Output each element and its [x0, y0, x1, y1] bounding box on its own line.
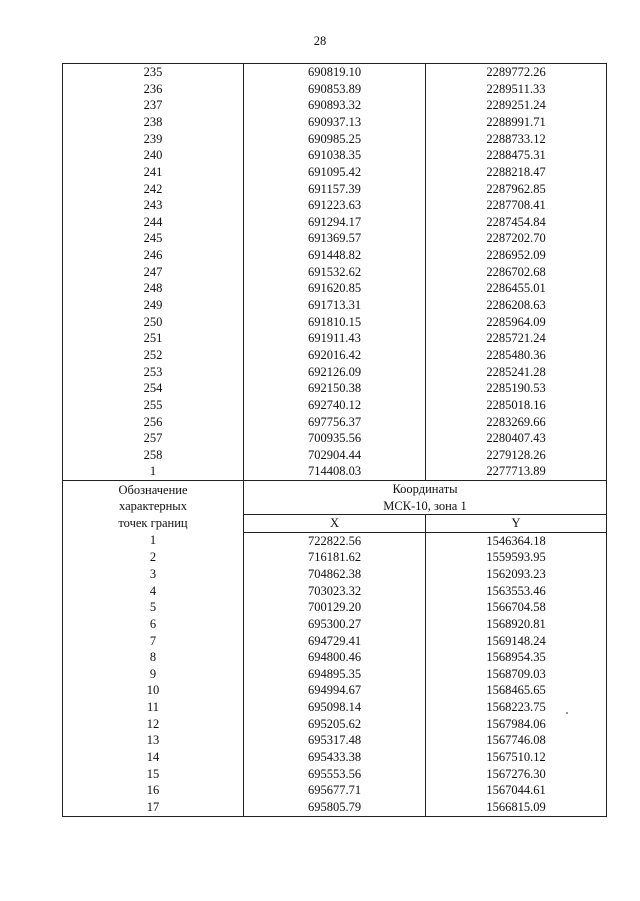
point-number-cell: 256	[63, 413, 244, 430]
table-row	[63, 749, 607, 766]
table-row	[63, 347, 607, 364]
table-row	[63, 766, 607, 783]
x-column-header: X	[244, 515, 426, 533]
x-coordinate-cell: 714408.03	[244, 463, 426, 480]
point-number-cell: 238	[63, 114, 244, 131]
x-coordinate-cell: 694895.35	[244, 666, 426, 683]
x-coordinate-cell: 692740.12	[244, 397, 426, 414]
table-row	[63, 214, 607, 231]
y-coordinate-cell: 2285480.36	[426, 347, 607, 364]
x-coordinate-cell: 691532.62	[244, 264, 426, 281]
table-row	[63, 649, 607, 666]
x-coordinate-cell: 691095.42	[244, 164, 426, 181]
point-label-line2: характерных	[119, 499, 187, 514]
point-label-line1: Обозначение	[118, 482, 188, 497]
x-coordinate-cell: 695300.27	[244, 616, 426, 633]
point-number-cell: 11	[63, 699, 244, 716]
x-coordinate-cell: 700129.20	[244, 599, 426, 616]
point-number-cell: 239	[63, 131, 244, 148]
x-coordinate-cell: 691713.31	[244, 297, 426, 314]
point-number-cell: 7	[63, 633, 244, 650]
point-number-cell: 10	[63, 682, 244, 699]
section2-body	[63, 532, 607, 816]
point-number-cell: 3	[63, 566, 244, 583]
table-row	[63, 97, 607, 114]
point-number-cell: 13	[63, 732, 244, 749]
point-number-cell: 258	[63, 447, 244, 464]
point-number-cell: 257	[63, 430, 244, 447]
table-row	[63, 716, 607, 733]
x-coordinate-cell: 695433.38	[244, 749, 426, 766]
table-row	[63, 147, 607, 164]
table-row	[63, 682, 607, 699]
table-row	[63, 566, 607, 583]
x-coordinate-cell: 695805.79	[244, 799, 426, 816]
x-coordinate-cell: 692126.09	[244, 364, 426, 381]
x-coordinate-cell: 695317.48	[244, 732, 426, 749]
x-coordinate-cell: 692016.42	[244, 347, 426, 364]
y-coordinate-cell: 2289251.24	[426, 97, 607, 114]
coordinates-header	[244, 481, 607, 515]
table-row	[63, 364, 607, 381]
y-coordinate-cell: 1566815.09	[426, 799, 607, 816]
section1-body	[63, 64, 607, 481]
point-number-cell: 249	[63, 297, 244, 314]
point-number-cell: 1	[63, 463, 244, 480]
x-coordinate-cell: 690937.13	[244, 114, 426, 131]
y-coordinate-cell: 2286208.63	[426, 297, 607, 314]
x-coordinate-cell: 702904.44	[244, 447, 426, 464]
x-coordinate-cell: 691223.63	[244, 197, 426, 214]
table-row	[63, 314, 607, 331]
y-coordinate-cell: 2289772.26	[426, 64, 607, 81]
coordinates-header-line1: Координаты	[392, 482, 458, 497]
table-row	[63, 81, 607, 98]
table-row	[63, 164, 607, 181]
x-coordinate-cell: 690893.32	[244, 97, 426, 114]
point-number-cell: 241	[63, 164, 244, 181]
y-coordinate-cell: 1568465.65	[426, 682, 607, 699]
point-label-header	[63, 481, 244, 533]
x-coordinate-cell: 694729.41	[244, 633, 426, 650]
point-number-cell: 15	[63, 766, 244, 783]
table-row	[63, 131, 607, 148]
point-number-cell: 247	[63, 264, 244, 281]
x-coordinate-cell: 691157.39	[244, 180, 426, 197]
y-coordinate-cell: 2279128.26	[426, 447, 607, 464]
table-row	[63, 180, 607, 197]
table-row	[63, 699, 607, 716]
x-coordinate-cell: 697756.37	[244, 413, 426, 430]
y-coordinate-cell: 1568709.03	[426, 666, 607, 683]
y-coordinate-cell: 2288733.12	[426, 131, 607, 148]
point-label-line3: точек границ	[118, 515, 188, 530]
x-coordinate-cell: 694994.67	[244, 682, 426, 699]
y-coordinate-cell: 2285241.28	[426, 364, 607, 381]
table-row	[63, 114, 607, 131]
table-row	[63, 583, 607, 600]
table-row	[63, 413, 607, 430]
table-row	[63, 430, 607, 447]
point-number-cell: 1	[63, 532, 244, 549]
y-coordinate-cell: 2285190.53	[426, 380, 607, 397]
coordinates-table	[62, 63, 607, 817]
table-row	[63, 197, 607, 214]
point-number-cell: 5	[63, 599, 244, 616]
y-coordinate-cell: 1563553.46	[426, 583, 607, 600]
x-coordinate-cell: 691911.43	[244, 330, 426, 347]
x-coordinate-cell: 691620.85	[244, 280, 426, 297]
table-row	[63, 666, 607, 683]
x-coordinate-cell: 691294.17	[244, 214, 426, 231]
x-coordinate-cell: 716181.62	[244, 549, 426, 566]
x-coordinate-cell: 703023.32	[244, 583, 426, 600]
x-coordinate-cell: 690853.89	[244, 81, 426, 98]
point-number-cell: 254	[63, 380, 244, 397]
table-row	[63, 599, 607, 616]
page-number: 28	[313, 34, 327, 48]
table-row	[63, 732, 607, 749]
point-number-cell: 2	[63, 549, 244, 566]
point-number-cell: 243	[63, 197, 244, 214]
point-number-cell: 6	[63, 616, 244, 633]
point-number-cell: 240	[63, 147, 244, 164]
point-number-cell: 255	[63, 397, 244, 414]
table-row	[63, 616, 607, 633]
point-number-cell: 246	[63, 247, 244, 264]
y-coordinate-cell: 2286702.68	[426, 264, 607, 281]
y-coordinate-cell: 1568223.75	[426, 699, 607, 716]
point-number-cell: 12	[63, 716, 244, 733]
point-number-cell: 236	[63, 81, 244, 98]
table-row	[63, 380, 607, 397]
y-coordinate-cell: 2287454.84	[426, 214, 607, 231]
point-number-cell: 245	[63, 230, 244, 247]
y-coordinate-cell: 2286952.09	[426, 247, 607, 264]
y-coordinate-cell: 2287202.70	[426, 230, 607, 247]
point-number-cell: 235	[63, 64, 244, 81]
point-number-cell: 248	[63, 280, 244, 297]
y-coordinate-cell: 2289511.33	[426, 81, 607, 98]
table-row	[63, 230, 607, 247]
x-coordinate-cell: 691369.57	[244, 230, 426, 247]
point-number-cell: 17	[63, 799, 244, 816]
table-row	[63, 264, 607, 281]
x-coordinate-cell: 695553.56	[244, 766, 426, 783]
point-number-cell: 237	[63, 97, 244, 114]
section2-header	[63, 481, 607, 533]
point-number-cell: 14	[63, 749, 244, 766]
x-coordinate-cell: 690985.25	[244, 131, 426, 148]
point-number-cell: 8	[63, 649, 244, 666]
table-row	[63, 447, 607, 464]
y-coordinate-cell: 1568954.35	[426, 649, 607, 666]
x-coordinate-cell: 700935.56	[244, 430, 426, 447]
y-coordinate-cell: 1567276.30	[426, 766, 607, 783]
x-coordinate-cell: 695098.14	[244, 699, 426, 716]
y-coordinate-cell: 2288991.71	[426, 114, 607, 131]
y-coordinate-cell: 2285964.09	[426, 314, 607, 331]
table-row	[63, 782, 607, 799]
point-number-cell: 244	[63, 214, 244, 231]
x-coordinate-cell: 694800.46	[244, 649, 426, 666]
coordinates-header-line2: МСК-10, зона 1	[383, 498, 467, 513]
y-coordinate-cell: 2285721.24	[426, 330, 607, 347]
table-row	[63, 247, 607, 264]
y-coordinate-cell: 1567044.61	[426, 782, 607, 799]
table-row	[63, 463, 607, 480]
y-coordinate-cell: 1567746.08	[426, 732, 607, 749]
table-row	[63, 549, 607, 566]
y-coordinate-cell: 1567510.12	[426, 749, 607, 766]
y-coordinate-cell: 2280407.43	[426, 430, 607, 447]
y-coordinate-cell: 1567984.06	[426, 716, 607, 733]
x-coordinate-cell: 691448.82	[244, 247, 426, 264]
point-number-cell: 253	[63, 364, 244, 381]
x-coordinate-cell: 695677.71	[244, 782, 426, 799]
y-coordinate-cell: 2287962.85	[426, 180, 607, 197]
y-coordinate-cell: 2277713.89	[426, 463, 607, 480]
y-column-header: Y	[426, 515, 607, 533]
point-number-cell: 16	[63, 782, 244, 799]
y-coordinate-cell: 1569148.24	[426, 633, 607, 650]
y-coordinate-cell: 1566704.58	[426, 599, 607, 616]
table-row	[63, 397, 607, 414]
x-coordinate-cell: 692150.38	[244, 380, 426, 397]
table-row	[63, 799, 607, 816]
y-coordinate-cell: 1559593.95	[426, 549, 607, 566]
point-number-cell: 242	[63, 180, 244, 197]
table-row	[63, 532, 607, 549]
point-number-cell: 9	[63, 666, 244, 683]
point-number-cell: 251	[63, 330, 244, 347]
scan-speck	[566, 712, 568, 714]
table-row	[63, 633, 607, 650]
table-row	[63, 64, 607, 81]
y-coordinate-cell: 1562093.23	[426, 566, 607, 583]
y-coordinate-cell: 1568920.81	[426, 616, 607, 633]
table-row	[63, 280, 607, 297]
x-coordinate-cell: 704862.38	[244, 566, 426, 583]
x-coordinate-cell: 722822.56	[244, 532, 426, 549]
point-number-cell: 250	[63, 314, 244, 331]
y-coordinate-cell: 2283269.66	[426, 413, 607, 430]
x-coordinate-cell: 691810.15	[244, 314, 426, 331]
y-coordinate-cell: 1546364.18	[426, 532, 607, 549]
x-coordinate-cell: 690819.10	[244, 64, 426, 81]
point-number-cell: 252	[63, 347, 244, 364]
y-coordinate-cell: 2288218.47	[426, 164, 607, 181]
y-coordinate-cell: 2286455.01	[426, 280, 607, 297]
y-coordinate-cell: 2288475.31	[426, 147, 607, 164]
y-coordinate-cell: 2285018.16	[426, 397, 607, 414]
table-row	[63, 330, 607, 347]
y-coordinate-cell: 2287708.41	[426, 197, 607, 214]
table-row	[63, 297, 607, 314]
x-coordinate-cell: 695205.62	[244, 716, 426, 733]
x-coordinate-cell: 691038.35	[244, 147, 426, 164]
point-number-cell: 4	[63, 583, 244, 600]
